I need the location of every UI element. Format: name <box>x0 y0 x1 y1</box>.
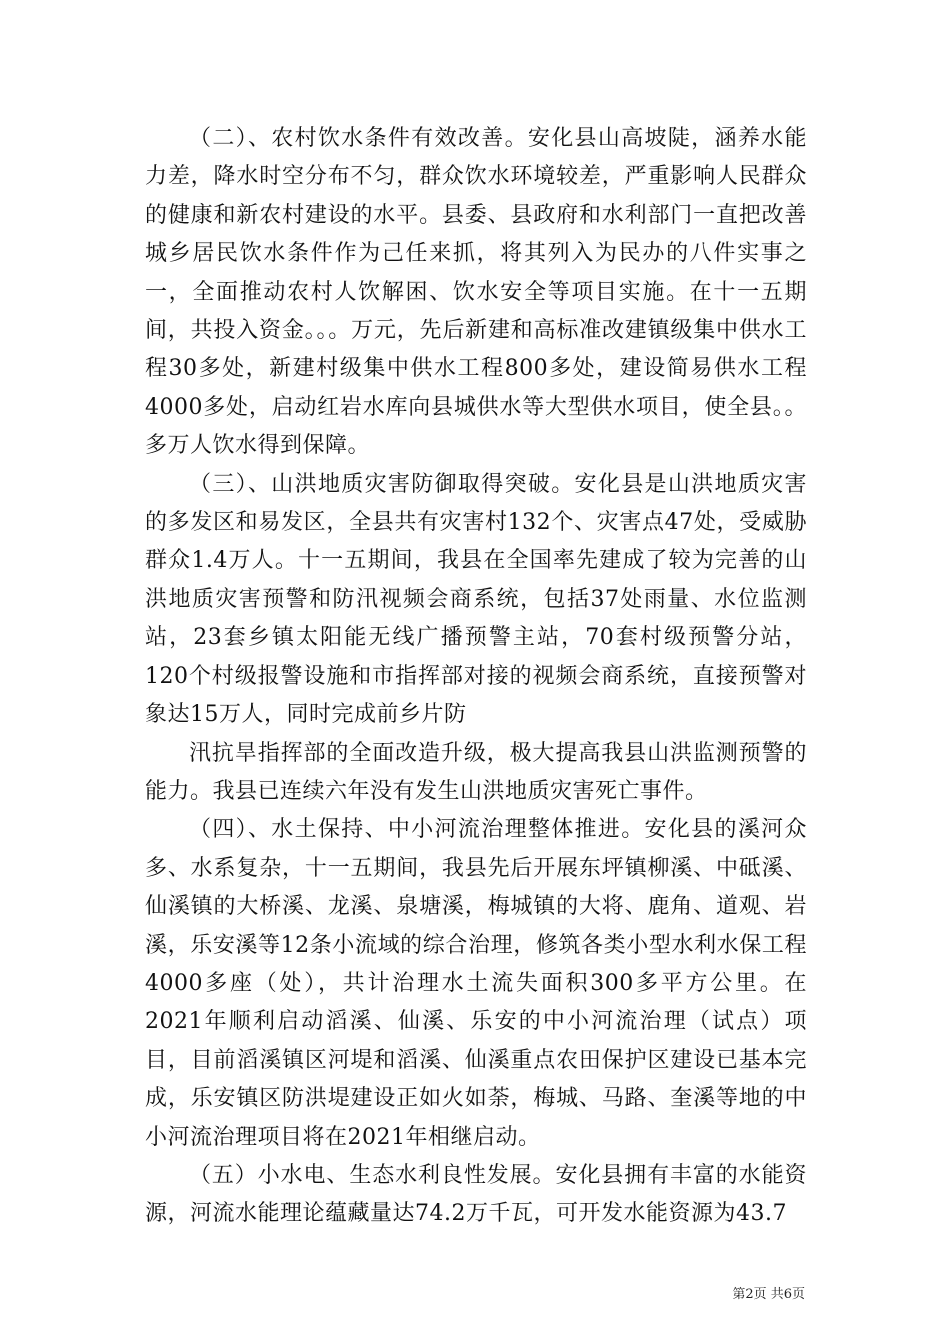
paragraph-flood-command-upgrade: 汛抗旱指挥部的全面改造升级，极大提高我县山洪监测预警的能力。我县已连续六年没有发生山洪地质灾害死亡事件。 <box>145 740 807 804</box>
paragraph-flood-disaster-prevention: （三）、山洪地质灾害防御取得突破。安化县是山洪地质灾害的多发区和易发区，全县共有灾害村132个、灾害点47处，受威胁群众1.4万人。十一五期间，我县在全国率先建成了较为完善的山洪地质灾害预警和防汛视频会商系统，包括37处雨量、水位监测站，23套乡镇太阳能无线广播预警主站，70套村级预警分站，120个村级报警设施和市指挥部对接的视频会商系统，直接预警对象达15万人，同时完成前乡片防 <box>145 471 807 728</box>
page-number-footer: 第2页 共6页 <box>732 1287 805 1302</box>
paragraph-soil-conservation: （四）、水土保持、中小河流治理整体推进。安化县的溪河众多、水系复杂，十一五期间，我县先后开展东坪镇柳溪、中砥溪、仙溪镇的大桥溪、龙溪、泉塘溪，梅城镇的大将、鹿角、道观、岩溪，乐安溪等12条小流域的综合治理，修筑各类小型水利水保工程4000多座（处），共计治理水土流失面积300多平方公里。在2021年顺利启动滔溪、仙溪、乐安的中小河流治理（试点）项目，目前滔溪镇区河堤和滔溪、仙溪重点农田保护区建设已基本完成，乐安镇区防洪堤建设正如火如荼，梅城、马路、奎溪等地的中小河流治理项目将在2021年相继启动。 <box>145 817 807 1150</box>
document-body <box>145 120 807 1234</box>
paragraph-rural-drinking-water: （二）、农村饮水条件有效改善。安化县山高坡陡，涵养水能力差，降水时空分布不匀，群众饮水环境较差，严重影响人民群众的健康和新农村建设的水平。县委、县政府和水利部门一直把改善城乡居民饮水条件作为己任来抓，将其列入为民办的八件实事之一，全面推动农村人饮解困、饮水安全等项目实施。在十一五期间，共投入资金。。。万元，先后新建和高标准改建镇级集中供水工程30多处，新建村级集中供水工程800多处，建设简易供水工程4000多处，启动红岩水库向县城供水等大型供水项目，使全县。。多万人饮水得到保障。 <box>145 126 807 459</box>
paragraph-small-hydropower: （五）小水电、生态水利良性发展。安化县拥有丰富的水能资源，河流水能理论蕴藏量达74.2万千瓦，可开发水能资源为43.7 <box>145 1162 807 1227</box>
